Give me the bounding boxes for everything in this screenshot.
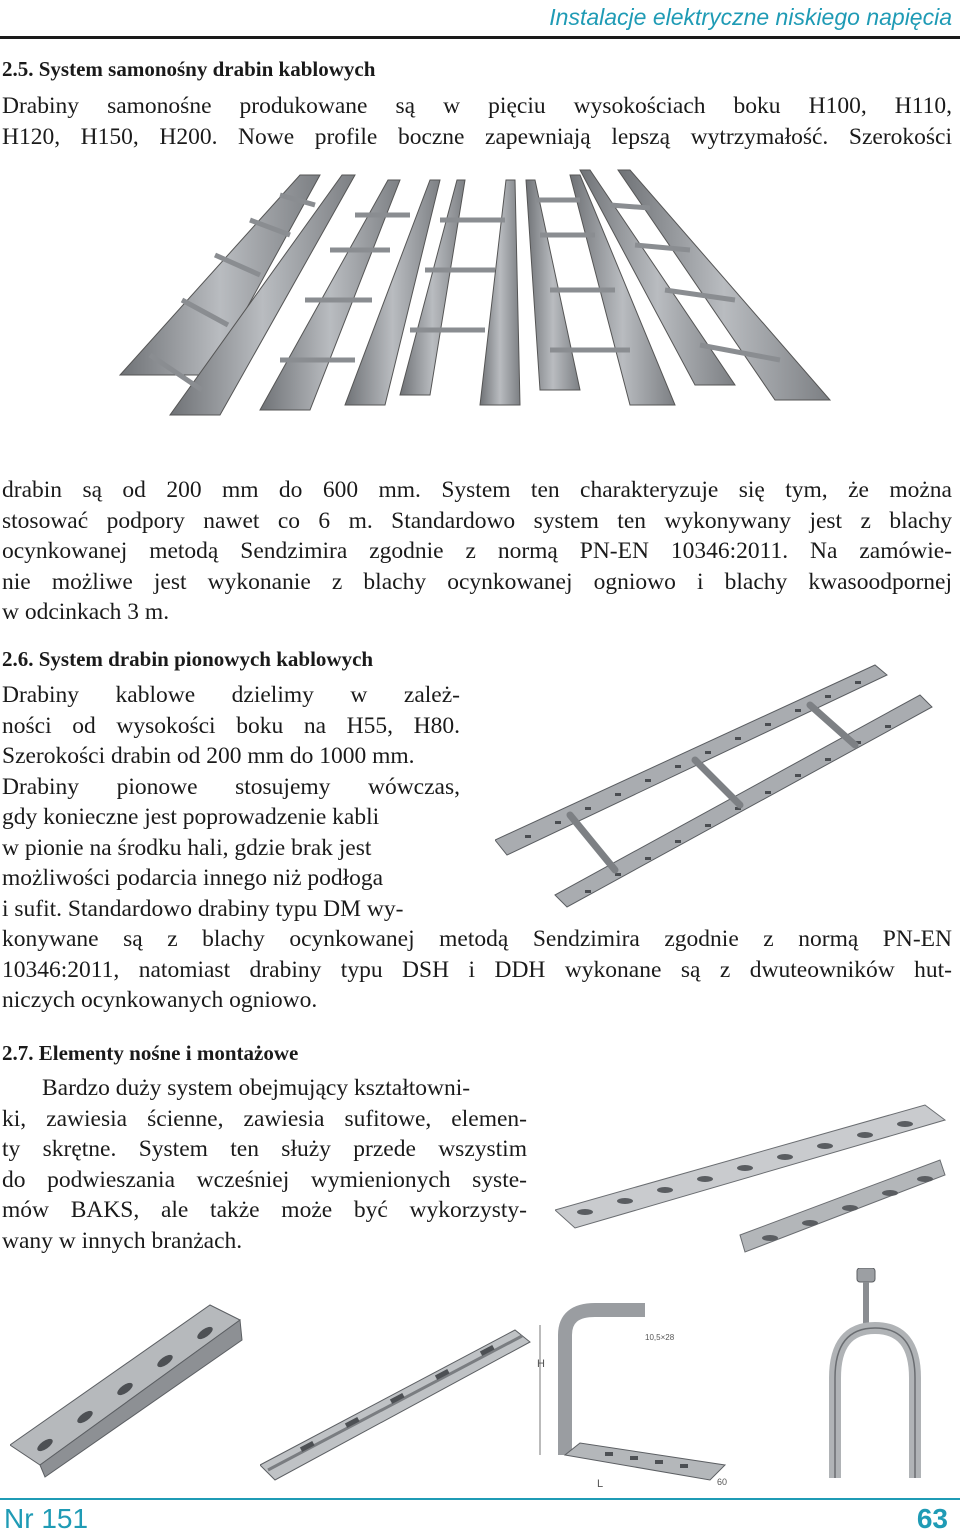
text-line: ności od wysokości boku na H55, H80. [2,712,460,739]
text-line: ocynkowanej metodą Sendzimira zgodnie z normą PN-EN 10346:2011. Na zamówie- [2,538,952,564]
text-line: gdy konieczne jest poprowadzenie kabli [2,804,380,830]
issue-number: Nr 151 [4,1503,89,1534]
text-line: Drabiny pionowe stosujemy wówczas, [2,773,460,800]
text-line: możliwości podarcia innego niż podłoga [2,865,384,891]
bracket-l-label: L [597,1478,604,1490]
ceiling-bracket-illustration [535,1295,745,1490]
vertical-ladder-illustration [495,645,935,910]
page-number: 63 [916,1503,948,1534]
text-line: konywane są z blachy ocynkowanej metodą Sendzimira zgodnie z normą PN-EN [2,926,952,952]
vertical-ladder-image [495,645,935,910]
section-2-5-intro [2,91,952,152]
slotted-rail-image [260,1320,535,1485]
text-line: i sufit. Standardowo drabiny typu DM wy- [2,895,404,922]
running-header: Instalacje elektryczne niskiego napięcia [549,4,952,30]
section-2-7-text [2,1073,527,1256]
text-line: do podwieszania wcześniej wymienionych syste- [2,1166,527,1193]
text-line: Bardzo duży system obejmujący kształtowni- [42,1075,471,1101]
pipe-clamp-image [815,1268,935,1488]
text-line: H120, H150, H200. Nowe profile boczne zapewniają lepszą wytrzymałość. Szerokości [2,123,952,150]
perforated-strip-illustration [555,1100,950,1270]
header-rule [0,36,960,39]
section-2-6-narrow-text [2,680,460,924]
section-2-5-heading: 2.5. System samonośny drabin kablowych [2,57,376,81]
text-line: w pionie na środku hali, gdzie brak jest [2,834,372,861]
section-2-5-body [2,475,952,628]
text-line: mów BAKS, ale także może być wykorzysty- [2,1197,527,1223]
text-line: w odcinkach 3 m. [2,599,170,625]
channel-profile-illustration [10,1295,250,1480]
bracket-h-label: H [537,1358,545,1370]
channel-profile-image [10,1295,250,1480]
text-line: niczych ocynkowanych ogniowo. [2,987,318,1013]
section-2-6-heading: 2.6. System drabin pionowych kablowych [2,647,374,671]
ceiling-bracket-image [535,1295,745,1490]
section-2-7-heading: 2.7. Elementy nośne i montażowe [2,1041,299,1065]
text-line: ki, zawiesia ścienne, zawiesia sufitowe, elemen- [2,1105,527,1132]
section-2-6-wide-text [2,924,952,1016]
text-line: nie możliwe jest wykonanie z blachy ocynkowanej ogniowo i blachy kwasoodpornej [2,568,952,595]
bracket-size-label: 10,5×28 [645,1333,675,1342]
self-supporting-ladders-image [110,160,840,420]
text-line: 10346:2011, natomiast drabiny typu DSH i DDH wykonane są z dwuteowników hut- [2,956,952,983]
text-line: ty skrętne. System ten służy przede wszystim [2,1136,527,1162]
slotted-rail-illustration [260,1320,535,1485]
text-line: wany w innych branżach. [2,1227,243,1254]
text-line: stosować podpory nawet co 6 m. Standardowo system ten wykonywany jest z blachy [2,507,952,534]
perforated-strip-image [555,1100,950,1270]
text-line: Drabiny samonośne produkowane są w pięciu wysokościach boku H100, H110, [2,93,952,119]
footer-rule [0,1498,960,1500]
text-line: Drabiny kablowe dzielimy w zależ- [2,682,460,708]
cable-ladders-illustration [110,160,840,420]
text-line: Szerokości drabin od 200 mm do 1000 mm. [2,743,415,769]
text-line: drabin są od 200 mm do 600 mm. System ten charakteryzuje się tym, że można [2,477,952,503]
bracket-dim-label: 60 [717,1477,728,1487]
pipe-clamp-illustration [815,1268,935,1488]
